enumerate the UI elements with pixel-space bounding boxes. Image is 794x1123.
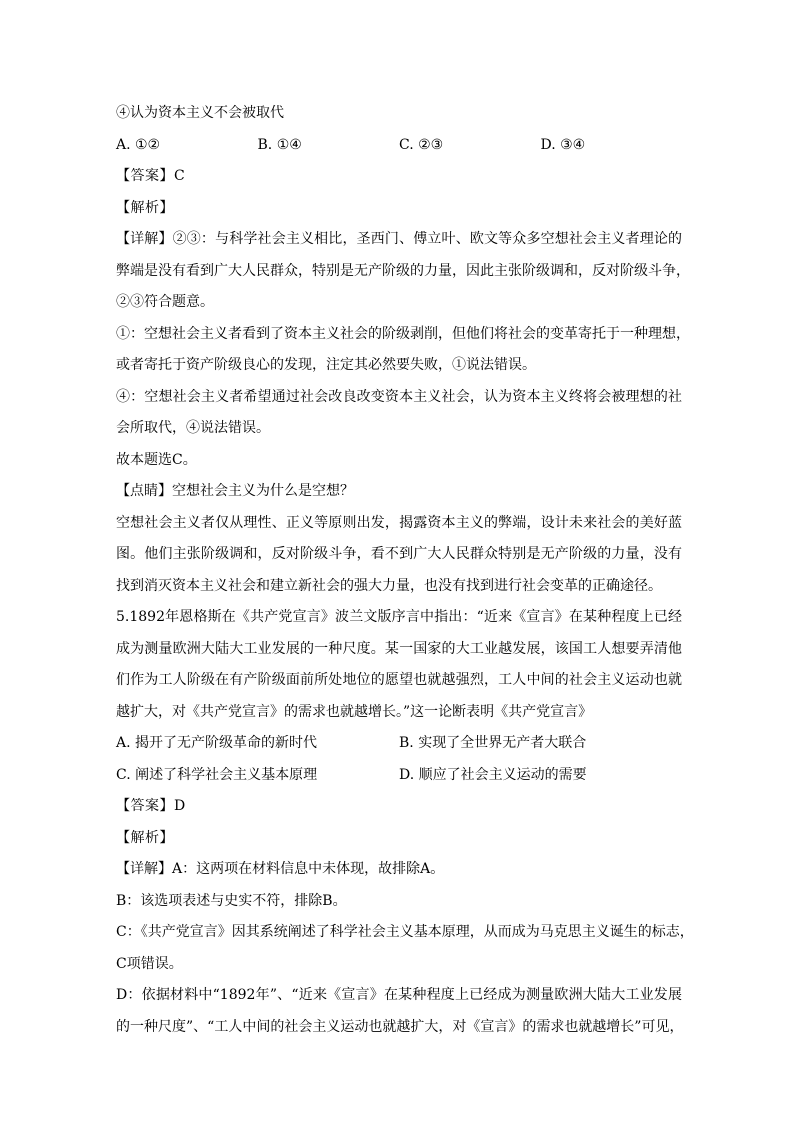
q4-tip-line: 找到消灭资本主义社会和建立新社会的强大力量，也没有找到进行社会变革的正确途径。 — [116, 577, 662, 594]
q5-option-d: D. 顺应了社会主义运动的需要 — [399, 766, 587, 783]
q4-option-b: B. ①④ — [257, 136, 302, 153]
q5-option-c: C. 阐述了科学社会主义基本原理 — [116, 766, 318, 783]
q4-detail-line: ②③符合题意。 — [116, 294, 214, 310]
q5-answer: 【答案】D — [116, 798, 186, 814]
q5-option-b: B. 实现了全世界无产者大联合 — [399, 735, 587, 751]
q5-detail-line: 的一种尺度”、“工人中间的社会主义运动也就越扩大，对《宣言》的需求也就越增长”可见， — [116, 1018, 684, 1035]
page-content — [116, 98, 694, 1043]
q4-answer: 【答案】C — [116, 168, 186, 184]
q5-options-row-2 — [116, 760, 682, 792]
q4-detail-line: 【详解】②③：与科学社会主义相比，圣西门、傅立叶、欧文等众多空想社会主义者理论的 — [116, 231, 682, 247]
q5-detail-line: 【详解】A：这两项在材料信息中未体现，故排除A。 — [116, 861, 445, 877]
q5-detail-line: B：该选项表述与史实不符，排除B。 — [116, 892, 347, 909]
q5-analysis-heading: 【解析】 — [116, 829, 174, 846]
q4-tip-line: 空想社会主义者仅从理性、正义等原则出发，揭露资本主义的弊端，设计未来社会的美好蓝 — [116, 514, 682, 531]
q4-tip-line: 图。他们主张阶级调和，反对阶级斗争，看不到广大人民群众特别是无产阶级的力量，没有 — [116, 546, 682, 562]
q5-stem-line: 越扩大，对《共产党宣言》的需求也就越增长。”这一论断表明《共产党宣言》 — [116, 703, 593, 720]
q4-detail-line: 弊端是没有看到广大人民群众，特别是无产阶级的力量，因此主张阶级调和，反对阶级斗争， — [116, 262, 690, 279]
q4-detail-line: 或者寄托于资产阶级良心的发现，注定其必然要失败，①说法错误。 — [116, 357, 536, 373]
q5-option-a: A. 揭开了无产阶级革命的新时代 — [116, 735, 318, 751]
q5-detail-line: C项错误。 — [116, 955, 183, 972]
q4-detail-line: ①：空想社会主义者看到了资本主义社会的阶级剥削，但他们将社会的变革寄托于一种理想， — [116, 325, 690, 342]
q5-stem-line: 5.1892年恩格斯在《共产党宣言》波兰文版序言中指出：“近来《宣言》在某种程度上已经 — [116, 609, 682, 625]
option-4-statement: ④认为资本主义不会被取代 — [116, 105, 284, 121]
q4-option-c: C. ②③ — [399, 136, 444, 153]
q5-stem-line: 成为测量欧洲大陆大工业发展的一种尺度。某一国家的大工业越发展，该国工人想要弄清他 — [116, 640, 682, 657]
q5-detail-line: D：依据材料中“1892年”、“近来《宣言》在某种程度上已经成为测量欧洲大陆大工业发展 — [116, 987, 682, 1003]
q4-option-d: D. ③④ — [540, 136, 586, 153]
q4-tip-heading: 【点睛】空想社会主义为什么是空想？ — [116, 483, 354, 499]
q4-analysis-heading: 【解析】 — [116, 199, 174, 216]
q4-option-a: A. ①② — [116, 136, 161, 153]
q4-options — [116, 130, 682, 162]
q4-detail-line: ④：空想社会主义者希望通过社会改良改变资本主义社会，认为资本主义终将会被理想的社 — [116, 388, 682, 405]
q5-stem-line: 们作为工人阶级在有产阶级面前所处地位的愿望也就越强烈，工人中间的社会主义运动也就 — [116, 672, 682, 688]
q4-conclusion: 故本题选C。 — [116, 451, 197, 468]
q5-options-row-1 — [116, 728, 682, 760]
q5-detail-line: C：《共产党宣言》因其系统阐述了科学社会主义基本原理，从而成为马克思主义诞生的标志， — [116, 924, 694, 940]
q4-detail-line: 会所取代，④说法错误。 — [116, 420, 270, 436]
